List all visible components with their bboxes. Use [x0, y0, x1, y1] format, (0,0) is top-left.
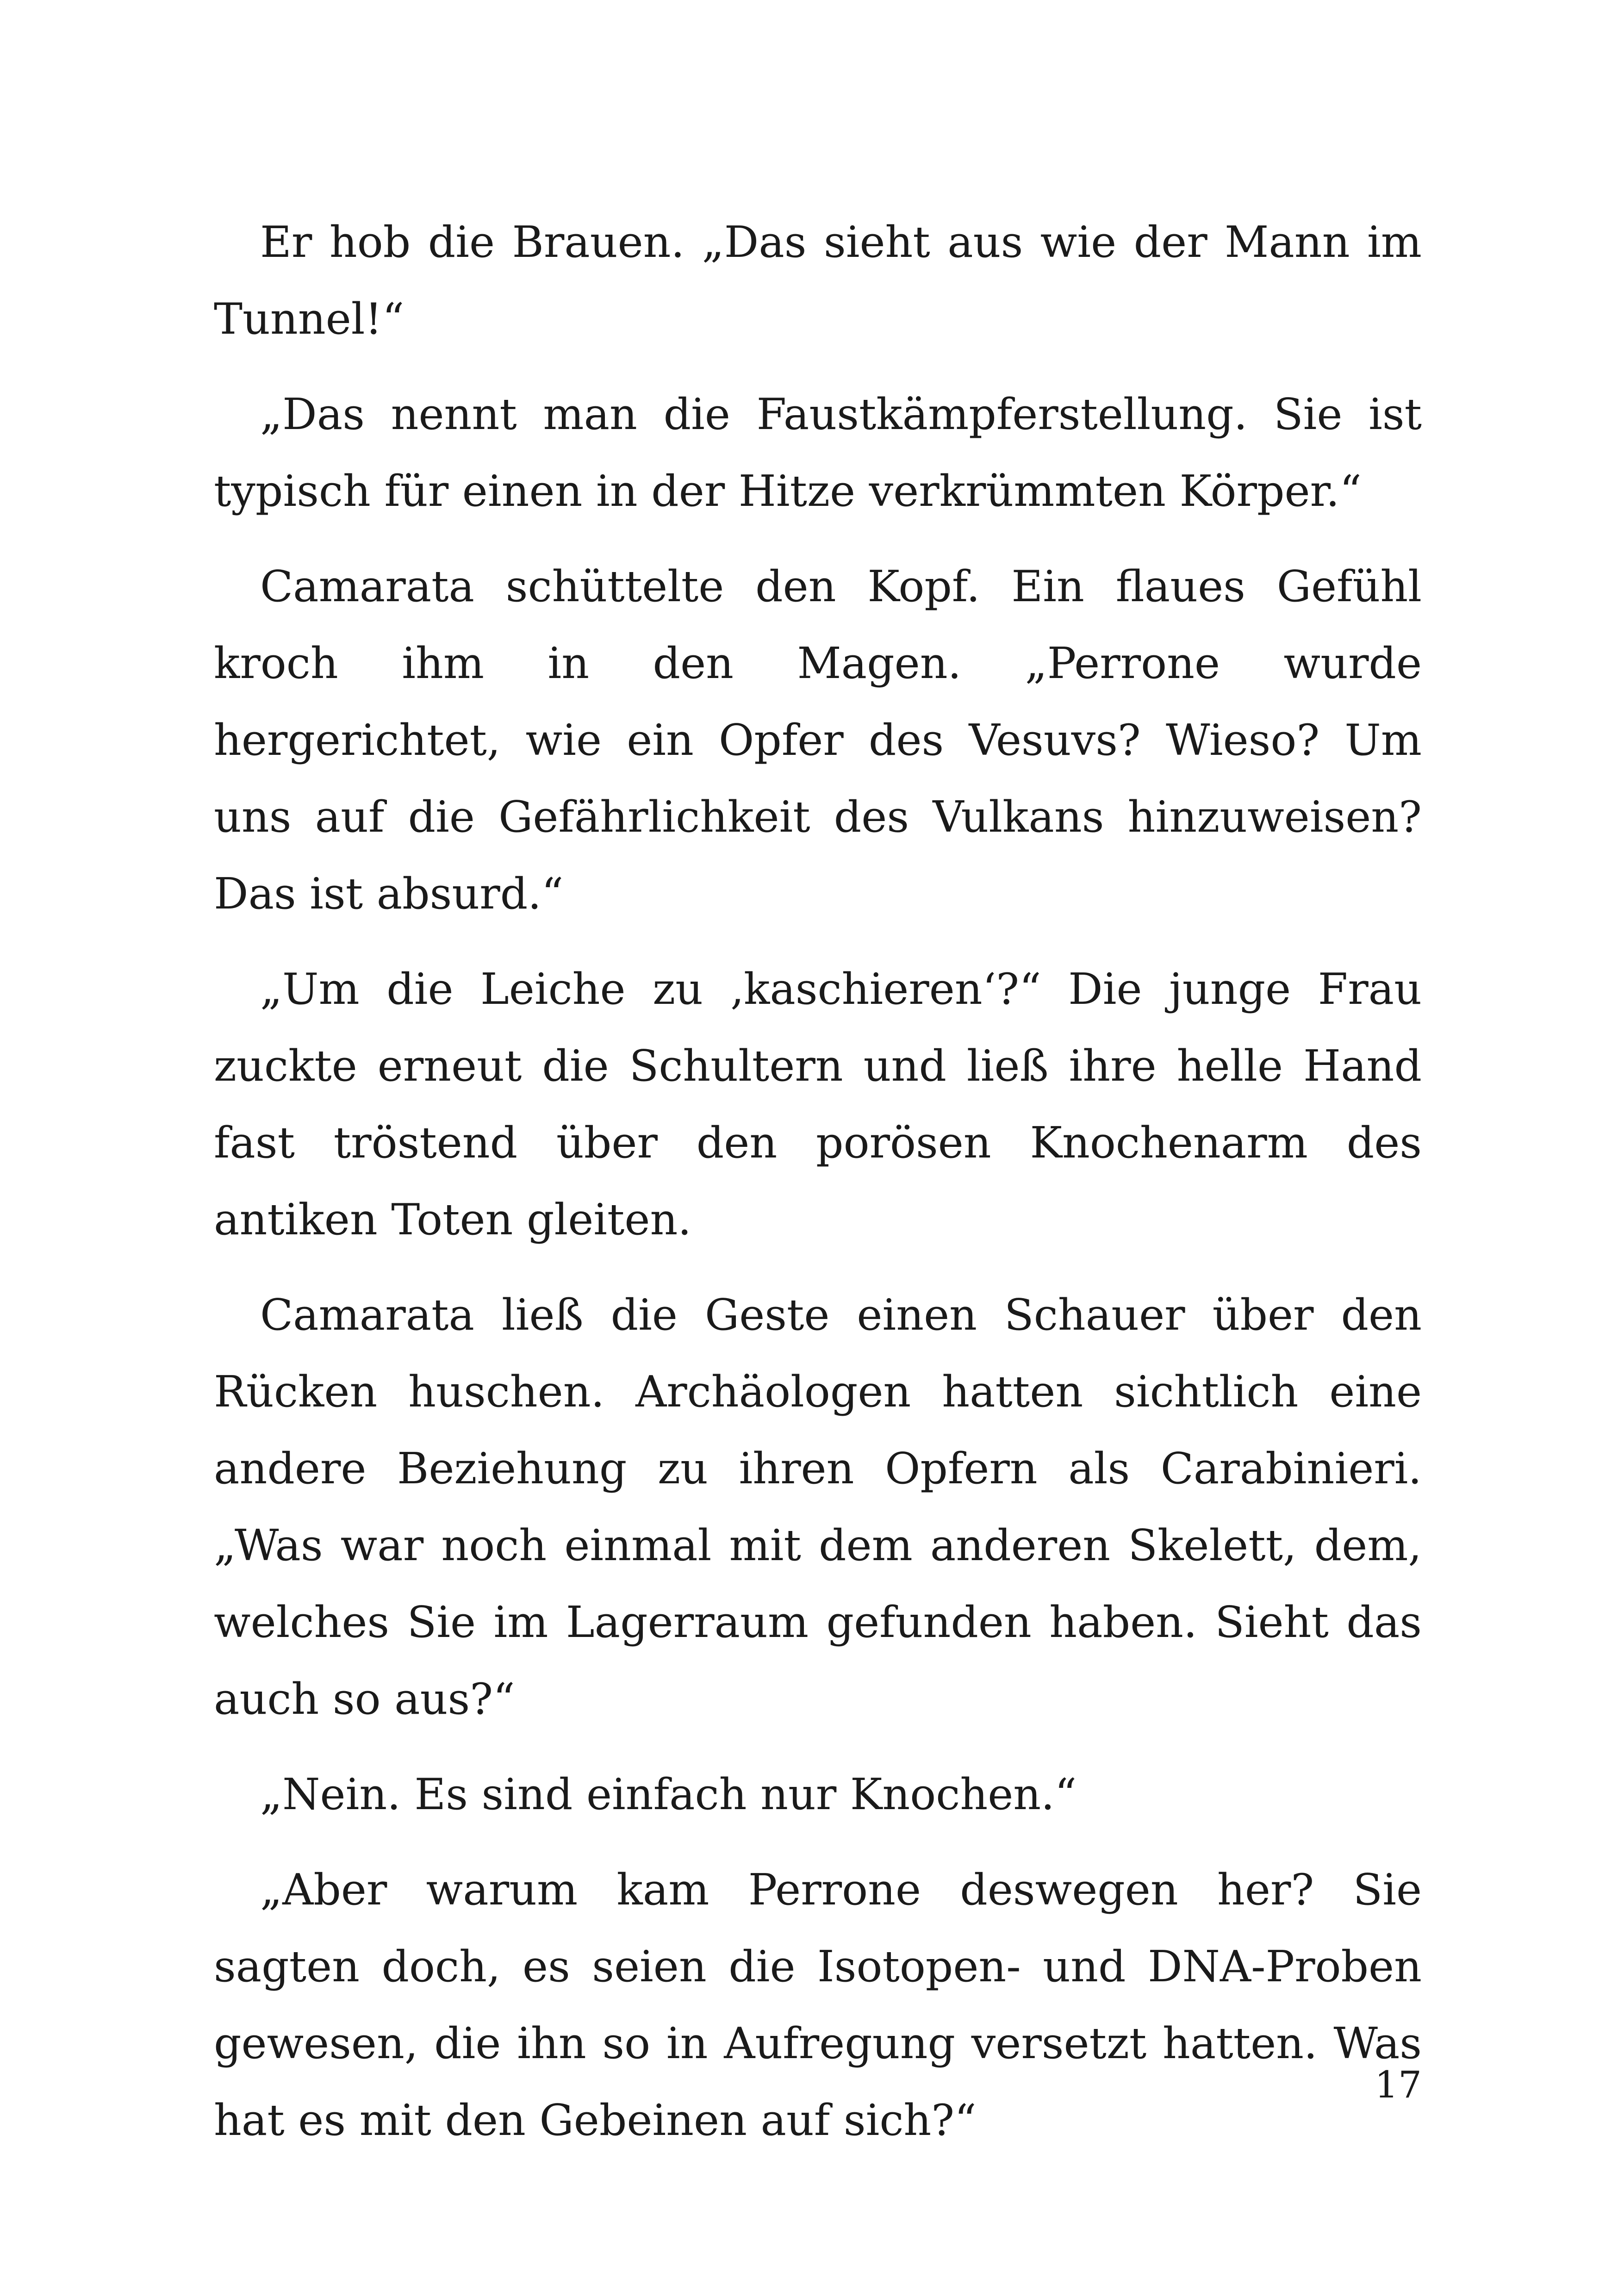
paragraph: Er hob die Brauen. „Das sieht aus wie der Mann im Tunnel!“ — [214, 217, 1422, 344]
paragraph: „Um die Leiche zu ‚kaschieren‘?“ Die junge Frau zuckte erneut die Schultern und ließ ihre helle Hand fast tröstend über den porösen Knochenarm des antiken Toten gleiten. — [214, 964, 1422, 1244]
paragraph: Camarata schüttelte den Kopf. Ein flaues Gefühl kroch ihm in den Magen. „Perrone wurde hergerichtet, wie ein Opfer des Vesuvs? Wieso? Um uns auf die Gefährlichkeit des Vulkans hinzuweisen? Das ist absurd.“ — [214, 561, 1422, 919]
page-number: 17 — [1375, 2063, 1422, 2106]
paragraph: „Nein. Es sind einfach nur Knochen.“ — [260, 1769, 1077, 1819]
paragraph: „Aber warum kam Perrone deswegen her? Sie sagten doch, es seien die Isotopen- und DNA-Proben gewesen, die ihn so in Aufregung versetzt hatten. Was hat es mit den Gebeinen auf sich?“ — [214, 1865, 1422, 2145]
paragraph: Camarata ließ die Geste einen Schauer über den Rücken huschen. Archäologen hatten sichtlich eine andere Beziehung zu ihren Opfern als Carabinieri. „Was war noch einmal mit dem anderen Skelett, dem, welches Sie im Lagerraum gefunden haben. Sieht das auch so aus?“ — [214, 1290, 1422, 1724]
body-text — [214, 204, 1422, 2177]
paragraph: „Das nennt man die Faustkämpferstellung. Sie ist typisch für einen in der Hitze verkrümmten Körper.“ — [214, 389, 1422, 516]
